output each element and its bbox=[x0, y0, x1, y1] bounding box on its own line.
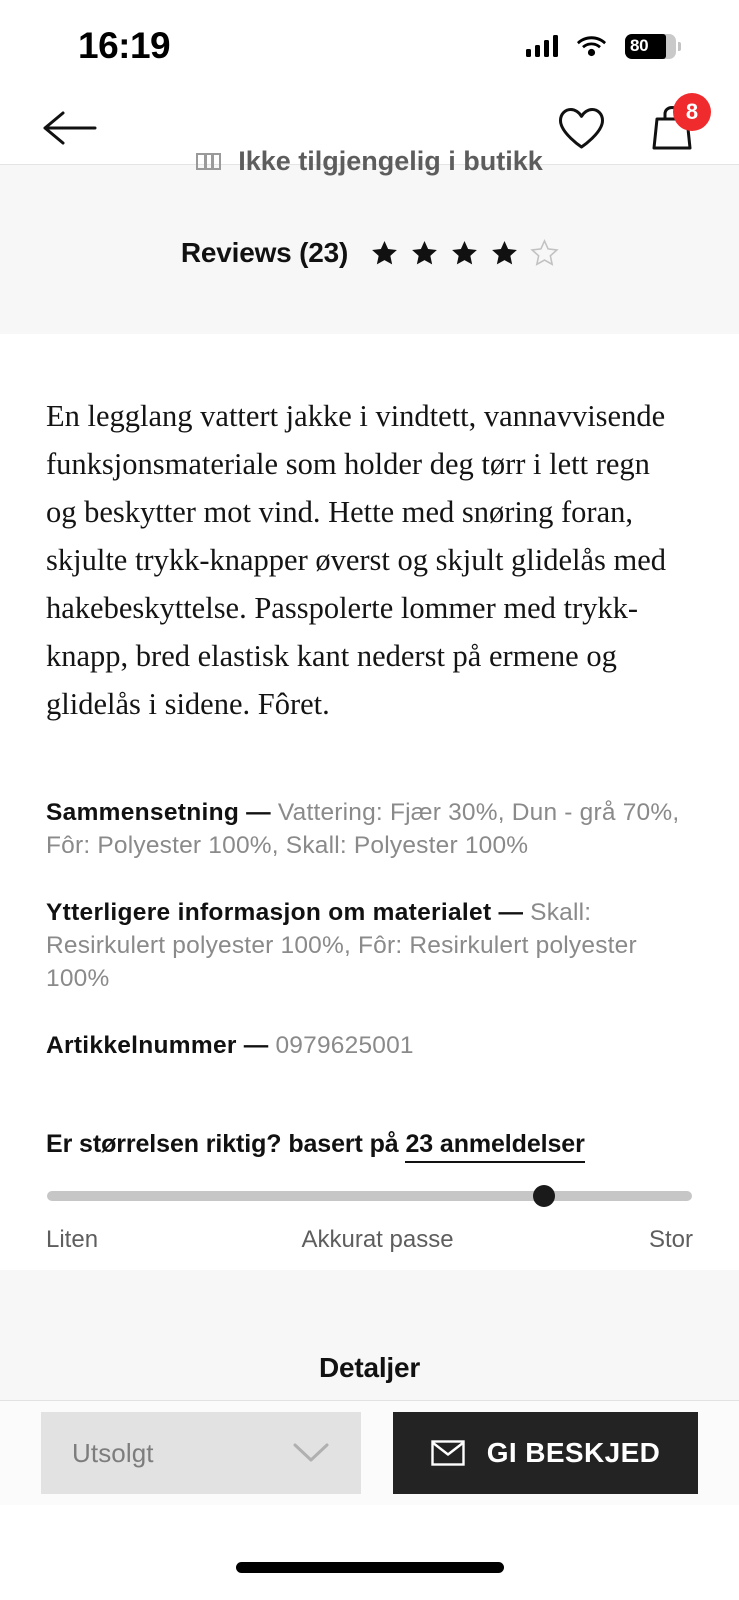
star-empty-icon bbox=[531, 240, 558, 266]
back-button[interactable] bbox=[42, 108, 96, 148]
back-arrow-icon bbox=[42, 108, 96, 148]
details-section-title: Detaljer bbox=[318, 1352, 421, 1383]
spec-item bbox=[46, 896, 693, 995]
status-bar-clock: 16:19 bbox=[78, 25, 171, 66]
star-filled-icon bbox=[491, 240, 518, 266]
cart-button[interactable] bbox=[649, 99, 699, 151]
reviews-summary[interactable] bbox=[0, 237, 739, 269]
home-indicator bbox=[236, 1562, 504, 1573]
battery-percent: 80 bbox=[630, 36, 649, 55]
status-bar-indicators bbox=[526, 34, 682, 59]
size-fit-section bbox=[46, 1096, 693, 1254]
store-availability-row bbox=[0, 146, 739, 177]
spec-item bbox=[46, 796, 693, 862]
reviews-count-label: Reviews (23) bbox=[180, 237, 349, 268]
size-selector-value: Utsolgt bbox=[72, 1437, 154, 1468]
store-availability-label: Ikke tilgjengelig i butikk bbox=[238, 146, 543, 176]
spec-separator: — bbox=[498, 899, 524, 926]
details-section[interactable] bbox=[0, 1270, 739, 1400]
status-bar bbox=[0, 0, 739, 92]
size-fit-slider[interactable] bbox=[47, 1191, 692, 1201]
size-fit-label-large: Stor bbox=[648, 1226, 693, 1253]
product-description: En legglang vattert jakke i vindtett, vannavvisende funksjonsmateriale som holder deg tørr i lett regn og beskytter mot vind. Hette med snøring foran, skjulte trykk-knapper øverst og skjult glidelås med hakebeskyttelse. Passpolerte lommer med trykk-knapp, bred elastisk kant nederst på ermene og glidelås i sidene. Fôret. bbox=[46, 399, 667, 721]
store-icon bbox=[196, 153, 221, 170]
spec-value: Vattering: Fjær 30%, Dun - grå 70%, Fôr: Polyester 100%, Skall: Polyester 100% bbox=[46, 799, 680, 859]
spec-separator: — bbox=[243, 1032, 269, 1059]
wishlist-button[interactable] bbox=[558, 107, 605, 150]
star-filled-icon bbox=[371, 240, 398, 266]
size-fit-slider-thumb[interactable] bbox=[533, 1185, 555, 1207]
spec-key: Sammensetning bbox=[46, 799, 240, 826]
spec-key: Artikkelnummer bbox=[46, 1032, 237, 1059]
chevron-down-icon bbox=[292, 1442, 330, 1464]
notify-me-label: GI BESKJED bbox=[486, 1437, 661, 1468]
size-fit-question bbox=[46, 1130, 693, 1159]
size-fit-scale-labels bbox=[46, 1226, 693, 1254]
rating-stars bbox=[371, 240, 558, 266]
spec-value: Skall: Resirkulert polyester 100%, Fôr: Resirkulert polyester 100% bbox=[46, 899, 637, 992]
battery-icon bbox=[625, 34, 676, 59]
spec-key: Ytterligere informasjon om materialet bbox=[46, 899, 492, 926]
heart-icon bbox=[558, 107, 605, 150]
envelope-icon bbox=[431, 1440, 465, 1466]
notify-me-button[interactable] bbox=[393, 1412, 698, 1494]
size-selector[interactable] bbox=[41, 1412, 361, 1494]
product-detail-content bbox=[0, 334, 739, 1254]
reviews-band bbox=[0, 146, 739, 334]
size-fit-question-text: Er størrelsen riktig? basert på bbox=[46, 1130, 399, 1158]
spec-separator: — bbox=[246, 799, 271, 826]
size-fit-label-small: Liten bbox=[46, 1226, 99, 1253]
cart-count-badge: 8 bbox=[673, 93, 711, 131]
spec-value: 0979625001 bbox=[275, 1032, 414, 1059]
specification-list bbox=[46, 728, 693, 1062]
size-fit-label-perfect: Akkurat passe bbox=[301, 1226, 454, 1253]
cellular-signal-icon bbox=[526, 35, 559, 57]
star-filled-icon bbox=[411, 240, 438, 266]
reviews-link[interactable]: 23 anmeldelser bbox=[405, 1130, 584, 1163]
spec-item bbox=[46, 1029, 693, 1062]
bottom-action-bar bbox=[0, 1400, 739, 1505]
wifi-icon bbox=[577, 35, 606, 57]
star-filled-icon bbox=[451, 240, 478, 266]
